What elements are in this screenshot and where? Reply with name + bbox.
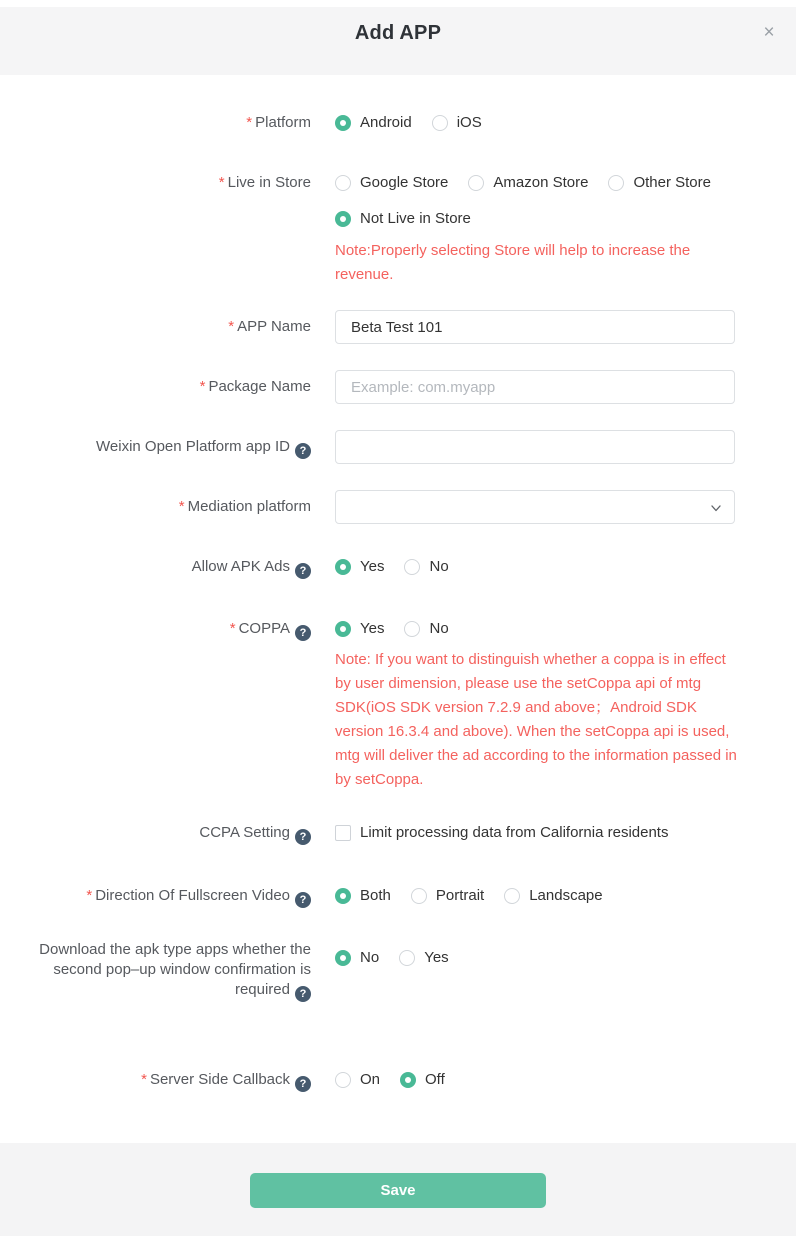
- coppa-radio-group: [335, 619, 741, 639]
- radio-icon[interactable]: [335, 950, 351, 966]
- required-asterisk: *: [199, 378, 206, 395]
- dialog-header: [0, 7, 796, 75]
- radio-option-landscape[interactable]: Landscape: [504, 886, 602, 906]
- close-icon[interactable]: ×: [763, 22, 775, 43]
- ccpa-label: CCPA Setting ?: [0, 823, 311, 846]
- required-asterisk: *: [141, 1071, 147, 1088]
- radio-icon[interactable]: [411, 888, 427, 904]
- radio-option-callback-off[interactable]: Off: [400, 1070, 445, 1090]
- radio-icon[interactable]: [399, 950, 415, 966]
- help-icon[interactable]: ?: [295, 563, 311, 579]
- radio-option-apk-confirm-no[interactable]: No: [335, 948, 379, 968]
- radio-icon[interactable]: [404, 621, 420, 637]
- weixin-app-id-label: Weixin Open Platform app ID ?: [0, 430, 311, 464]
- radio-icon[interactable]: [608, 175, 624, 191]
- radio-option-google-store[interactable]: Google Store: [335, 173, 448, 193]
- radio-option-coppa-yes[interactable]: Yes: [335, 619, 384, 639]
- apk-confirm-radio-group: [335, 948, 741, 968]
- package-name-input[interactable]: [335, 370, 735, 404]
- save-button[interactable]: Save: [250, 1173, 546, 1208]
- radio-icon[interactable]: [335, 115, 351, 131]
- form-row-weixin-app-id: [0, 430, 796, 464]
- mediation-platform-select[interactable]: [335, 490, 735, 524]
- radio-icon[interactable]: [400, 1072, 416, 1088]
- radio-icon[interactable]: [335, 888, 351, 904]
- store-radio-group-row2: [335, 209, 741, 229]
- radio-option-allow-apk-no[interactable]: No: [404, 557, 448, 577]
- help-icon[interactable]: ?: [295, 443, 311, 459]
- form-row-apk-confirm: [0, 940, 796, 1002]
- mediation-platform-label: * Mediation platform: [178, 498, 311, 515]
- live-in-store-label: * Live in Store: [218, 174, 311, 191]
- checkbox-icon[interactable]: [335, 825, 351, 841]
- help-icon[interactable]: ?: [295, 829, 311, 845]
- radio-icon[interactable]: [335, 1072, 351, 1088]
- radio-option-apk-confirm-yes[interactable]: Yes: [399, 948, 448, 968]
- coppa-note: Note: If you want to distinguish whether a coppa is in effect by user dimension, please use the setCoppa api of mtg SDK(iOS SDK version 7.2.9 and above；Android SDK version 16.3.4 and above). When the setCoppa api is used, mtg will deliver the ad according to the information passed in by setCoppa.: [335, 651, 737, 788]
- radio-option-android[interactable]: Android: [335, 113, 412, 133]
- radio-icon[interactable]: [468, 175, 484, 191]
- radio-icon[interactable]: [335, 621, 351, 637]
- chevron-down-icon: [710, 502, 722, 514]
- radio-option-both[interactable]: Both: [335, 886, 391, 906]
- allow-apk-ads-radio-group: [335, 557, 741, 577]
- dialog-footer: [0, 1143, 796, 1236]
- radio-option-callback-on[interactable]: On: [335, 1070, 380, 1090]
- radio-icon[interactable]: [335, 175, 351, 191]
- form-row-mediation-platform: [0, 490, 796, 524]
- radio-option-portrait[interactable]: Portrait: [411, 886, 484, 906]
- radio-option-coppa-no[interactable]: No: [404, 619, 448, 639]
- weixin-app-id-input[interactable]: [335, 430, 735, 464]
- dialog-title: Add APP: [354, 22, 442, 44]
- store-note: Note:Properly selecting Store will help to increase the revenue.: [335, 242, 691, 283]
- required-asterisk: *: [86, 887, 93, 904]
- required-asterisk: *: [218, 174, 225, 191]
- direction-radio-group: [335, 886, 741, 906]
- radio-option-allow-apk-yes[interactable]: Yes: [335, 557, 384, 577]
- form-row-ccpa: [0, 823, 796, 846]
- radio-option-other-store[interactable]: Other Store: [608, 173, 711, 193]
- form-row-direction: [0, 886, 796, 908]
- form-row-server-callback: [0, 1070, 796, 1092]
- package-name-label: * Package Name: [199, 378, 311, 395]
- radio-icon[interactable]: [504, 888, 520, 904]
- platform-radio-group: [335, 113, 741, 133]
- server-callback-radio-group: [335, 1070, 741, 1090]
- form-row-live-in-store: [0, 173, 796, 287]
- store-radio-group: [335, 173, 741, 193]
- app-name-input[interactable]: [335, 310, 735, 344]
- radio-option-not-live-in-store[interactable]: Not Live in Store: [335, 209, 471, 229]
- form-row-package-name: [0, 370, 796, 404]
- platform-label: * Platform: [246, 114, 311, 131]
- radio-icon[interactable]: [335, 211, 351, 227]
- help-icon[interactable]: ?: [295, 892, 311, 908]
- radio-option-amazon-store[interactable]: Amazon Store: [468, 173, 588, 193]
- apk-confirm-label: Download the apk type apps whether the second pop–up window confirmation is required ?: [39, 941, 311, 1000]
- required-asterisk: *: [228, 318, 235, 335]
- radio-option-ios[interactable]: iOS: [432, 113, 482, 133]
- radio-icon[interactable]: [432, 115, 448, 131]
- form-row-coppa: [0, 619, 796, 792]
- direction-label: * Direction Of Fullscreen Video ?: [0, 886, 311, 908]
- form-row-allow-apk-ads: [0, 557, 796, 579]
- required-asterisk: *: [246, 114, 253, 131]
- help-icon[interactable]: ?: [295, 625, 311, 641]
- help-icon[interactable]: ?: [295, 1076, 311, 1092]
- app-name-label: * APP Name: [228, 318, 311, 335]
- radio-icon[interactable]: [404, 559, 420, 575]
- form-row-app-name: [0, 310, 796, 344]
- allow-apk-ads-label: Allow APK Ads ?: [0, 557, 311, 579]
- form-row-platform: [0, 113, 796, 133]
- server-callback-label: * Server Side Callback ?: [0, 1070, 311, 1092]
- required-asterisk: *: [229, 620, 236, 637]
- coppa-label: * COPPA ?: [0, 619, 311, 792]
- ccpa-checkbox-option[interactable]: Limit processing data from California residents: [335, 823, 668, 843]
- radio-icon[interactable]: [335, 559, 351, 575]
- help-icon[interactable]: ?: [295, 986, 311, 1002]
- required-asterisk: *: [178, 498, 185, 515]
